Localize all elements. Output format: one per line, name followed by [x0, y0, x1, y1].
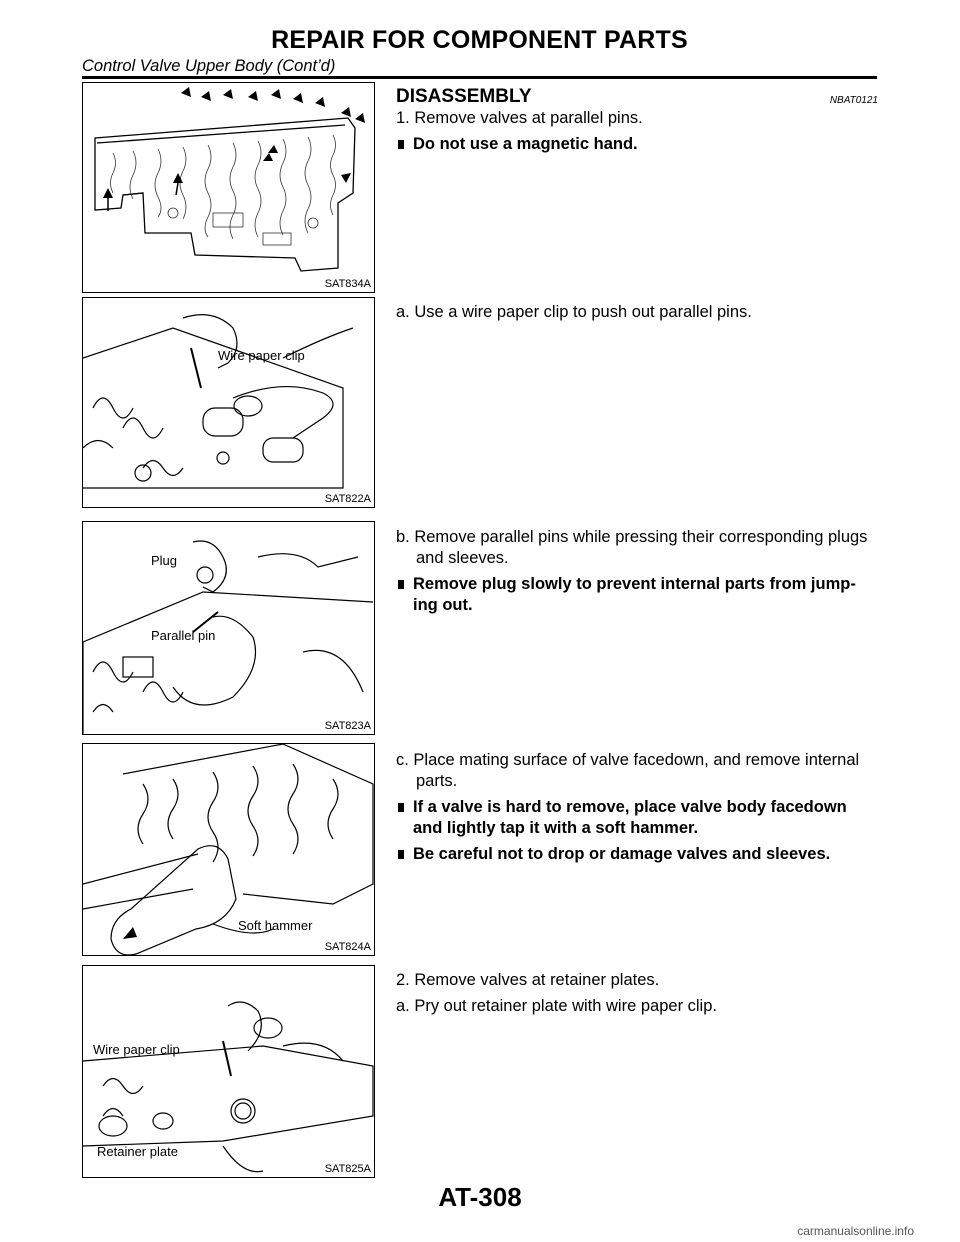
figure-sat822a	[82, 297, 375, 508]
label-retainer-plate: Retainer plate	[97, 1144, 178, 1159]
step-2-block	[396, 970, 878, 1017]
label-wire-paper-clip: Wire paper clip	[93, 1042, 180, 1057]
figure-code: SAT822A	[324, 493, 371, 505]
step-2a: a. Pry out retainer plate with wire paper clip.	[396, 997, 717, 1015]
step-b-note: Remove plug slowly to prevent internal parts from jump- ing out.	[396, 574, 878, 616]
valve-body-illustration	[83, 83, 375, 293]
step-2: 2. Remove valves at retainer plates.	[396, 971, 660, 989]
label-soft-hammer: Soft hammer	[238, 918, 313, 933]
page-title: REPAIR FOR COMPONENT PARTS	[271, 26, 688, 54]
paper-clip-illustration	[83, 298, 375, 508]
step-1: 1. Remove valves at parallel pins.	[396, 109, 643, 127]
label-wire-paper-clip: Wire paper clip	[218, 348, 305, 363]
step-c-block	[396, 750, 878, 865]
figure-sat823a	[82, 521, 375, 735]
figure-code: SAT823A	[324, 720, 371, 732]
label-plug: Plug	[151, 553, 178, 568]
section-ref: NBAT0121	[829, 95, 878, 106]
retainer-plate-illustration	[83, 966, 375, 1178]
figure-code: SAT834A	[324, 278, 371, 290]
soft-hammer-illustration	[83, 744, 375, 956]
figure-sat825a	[82, 965, 375, 1178]
plug-pin-illustration	[83, 522, 375, 735]
section-title: DISASSEMBLY	[396, 86, 532, 107]
label-parallel-pin: Parallel pin	[151, 628, 216, 643]
step-c-note-2: Be careful not to drop or damage valves and sleeves.	[396, 844, 878, 865]
figure-code: SAT825A	[324, 1163, 371, 1175]
page-header	[82, 26, 877, 76]
step-a: a. Use a wire paper clip to push out parallel pins.	[396, 303, 752, 321]
step-b-block	[396, 527, 878, 616]
watermark: carmanualsonline.info	[797, 1224, 914, 1238]
step-b: b. Remove parallel pins while pressing their corresponding plugs and sleeves.	[396, 528, 868, 567]
section-heading	[396, 86, 878, 108]
section-disassembly	[396, 86, 878, 155]
step-1-note: Do not use a magnetic hand.	[396, 134, 878, 155]
step-c: c. Place mating surface of valve facedown, and remove internal parts.	[396, 751, 860, 790]
figure-code: SAT824A	[324, 941, 371, 953]
figure-sat834a	[82, 82, 375, 293]
figure-sat824a	[82, 743, 375, 956]
page-subtitle: Control Valve Upper Body (Cont’d)	[82, 57, 336, 75]
step-a-block	[396, 302, 878, 323]
page-number: AT-308	[438, 1182, 522, 1212]
header-rule	[82, 76, 877, 79]
step-c-note-1: If a valve is hard to remove, place valve body facedown and lightly tap it with a soft hammer.	[396, 797, 878, 839]
